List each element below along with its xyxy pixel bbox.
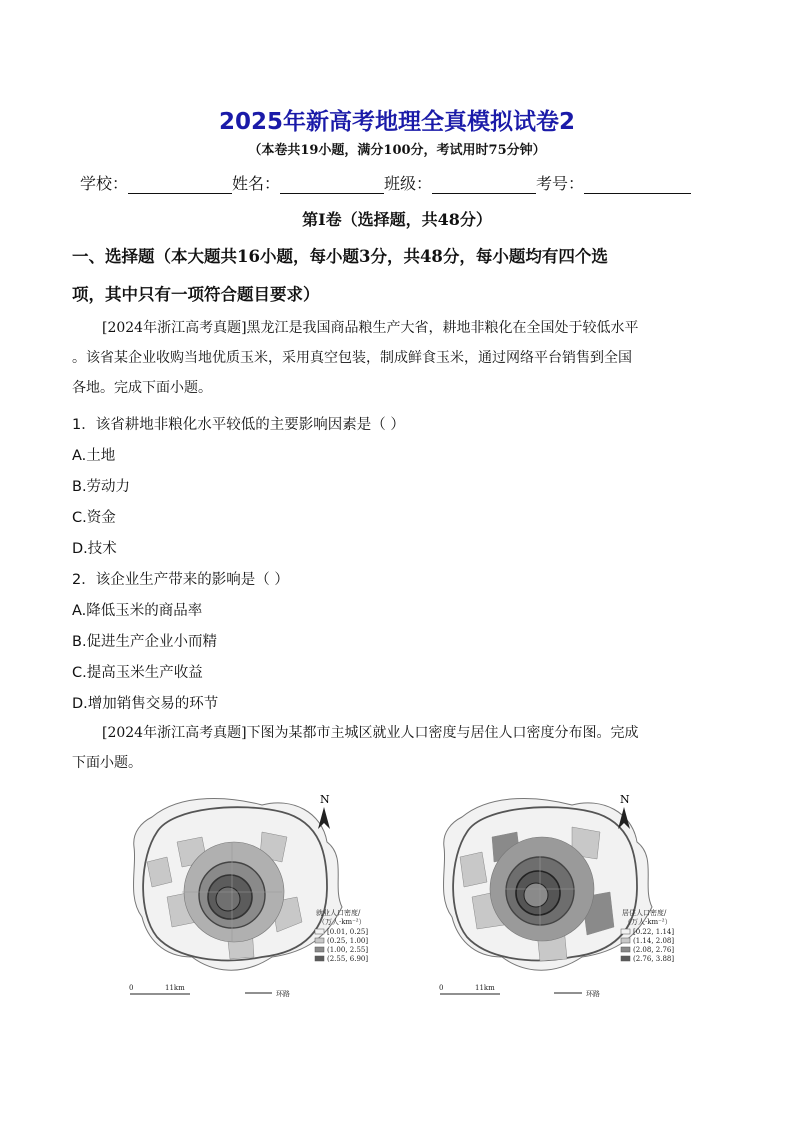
- section-heading-line2: 项，其中只有一项符合题目要求）: [72, 285, 320, 304]
- q2-option-b[interactable]: B.促进生产企业小而精: [72, 634, 218, 650]
- part-title: 第I卷（选择题，共48分）: [302, 210, 492, 229]
- legend-unit: （万人·km⁻²）: [318, 918, 366, 926]
- legend-unit: （万人·km⁻²）: [624, 918, 672, 926]
- q2-option-a[interactable]: A.降低玉米的商品率: [72, 603, 203, 619]
- student-info-row: [80, 171, 720, 194]
- legend-title: 就业人口密度/: [316, 909, 361, 917]
- legend-item: (2.55, 6.90]: [327, 955, 369, 963]
- passage2-line1: [2024年浙江高考真题]下图为某都市主城区就业人口密度与居住人口密度分布图。完成: [102, 725, 639, 741]
- passage2-line2: 下面小题。: [72, 755, 142, 771]
- section-heading-line1: 一、选择题（本大题共16小题，每小题3分，共48分，每小题均有四个选: [72, 247, 608, 266]
- legend-item: (2.76, 3.88]: [633, 955, 675, 963]
- class-label: 班级：: [384, 174, 433, 193]
- exam-number-blank[interactable]: [584, 176, 691, 194]
- q1-option-b[interactable]: B.劳动力: [72, 479, 131, 495]
- exam-title: 2025年新高考地理全真模拟试卷2: [218, 109, 576, 135]
- scale-zero: 0: [439, 984, 444, 992]
- q1-stem: 1．该省耕地非粮化水平较低的主要影响因素是（ ）: [72, 417, 405, 433]
- legend-item: [0.01, 0.25]: [327, 928, 369, 936]
- name-label: 姓名：: [232, 174, 281, 193]
- q2-option-d[interactable]: D.增加销售交易的环节: [72, 696, 219, 712]
- residential-density-map: [432, 787, 687, 1002]
- legend-item: (2.08, 2.76]: [633, 946, 675, 954]
- north-label: N: [620, 793, 630, 806]
- scale-label: 11km: [165, 984, 185, 992]
- passage1-line1: [2024年浙江高考真题]黑龙江是我国商品粮生产大省，耕地非粮化在全国处于较低水平: [102, 320, 639, 336]
- passage1-line2: 。该省某企业收购当地优质玉米，采用真空包装，制成鲜食玉米，通过网络平台销售到全国: [72, 350, 632, 366]
- scale-label: 11km: [475, 984, 495, 992]
- legend-item: (1.14, 2.08]: [633, 937, 675, 945]
- north-arrow-icon: [318, 807, 330, 829]
- ring-road-label: 环路: [276, 990, 290, 998]
- legend-item: (0.25, 1.00]: [327, 937, 369, 945]
- q2-stem: 2．该企业生产带来的影响是（ ）: [72, 572, 289, 588]
- q1-option-d[interactable]: D.技术: [72, 541, 117, 557]
- name-blank[interactable]: [280, 176, 384, 194]
- legend-title: 居住人口密度/: [622, 909, 667, 917]
- q1-option-a[interactable]: A.土地: [72, 448, 116, 464]
- employment-density-map: [122, 787, 377, 1002]
- class-blank[interactable]: [432, 176, 536, 194]
- q1-option-c[interactable]: C.资金: [72, 510, 116, 526]
- north-label: N: [320, 793, 330, 806]
- exam-number-label: 考号：: [536, 174, 585, 193]
- school-blank[interactable]: [128, 176, 232, 194]
- ring-road-label: 环路: [586, 990, 600, 998]
- school-label: 学校：: [80, 174, 129, 193]
- q2-option-c[interactable]: C.提高玉米生产收益: [72, 665, 203, 681]
- passage1-line3: 各地。完成下面小题。: [72, 380, 212, 396]
- legend-item: (1.00, 2.55]: [327, 946, 369, 954]
- scale-zero: 0: [129, 984, 134, 992]
- legend-item: [0.22, 1.14]: [633, 928, 675, 936]
- exam-subtitle: （本卷共19小题，满分100分，考试用时75分钟）: [248, 143, 546, 158]
